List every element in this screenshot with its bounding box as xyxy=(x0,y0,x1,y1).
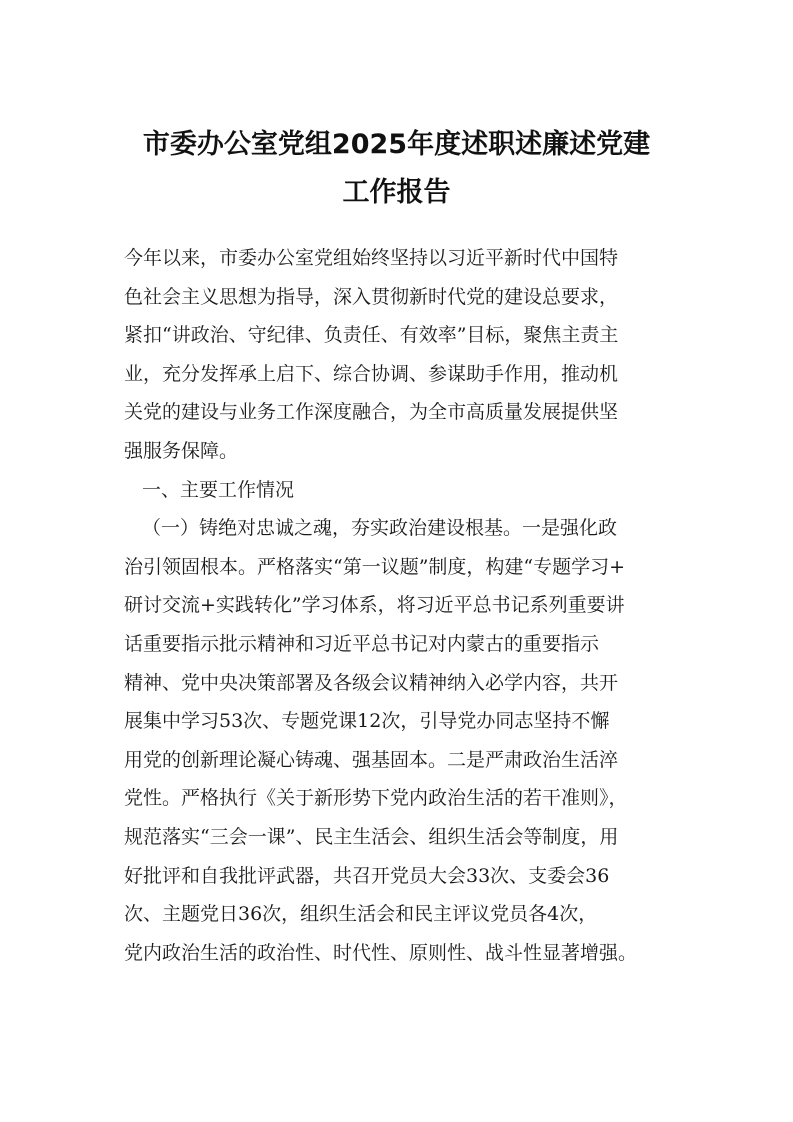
body-line: 次、主题党日36次，组织生活会和民主评议党员各4次， xyxy=(124,903,598,926)
body-line: 党内政治生活的政治性、时代性、原则性、战斗性显著增强。 xyxy=(124,941,638,964)
body-line: 精神、党中央决策部署及各级会议精神纳入必学内容，共开 xyxy=(124,671,619,694)
section-heading: 一、主要工作情况 xyxy=(142,478,295,501)
body-line: 研讨交流+实践转化”学习体系，将习近平总书记系列重要讲 xyxy=(124,594,625,617)
body-line: 业，充分发挥承上启下、综合协调、参谋助手作用，推动机 xyxy=(124,362,619,385)
body-line: 治引领固根本。严格落实“第一议题”制度，构建“专题学习+ xyxy=(124,555,626,578)
body-line: 话重要指示批示精神和习近平总书记对内蒙古的重要指示 xyxy=(124,632,600,655)
document-title-line-1: 市委办公室党组2025年度述职述廉述党建 xyxy=(142,129,651,160)
body-line: 党性。严格执行《关于新形势下党内政治生活的若干准则》， xyxy=(124,787,628,810)
document-title-line-2: 工作报告 xyxy=(342,177,451,208)
document-body xyxy=(124,239,684,972)
subsection-line: （一）铸绝对忠诚之魂，夯实政治建设根基。一是强化政 xyxy=(142,517,618,540)
body-line: 展集中学习53次、专题党课12次，引导党办同志坚持不懈 xyxy=(124,710,610,733)
body-line: 关党的建设与业务工作深度融合，为全市高质量发展提供坚 xyxy=(124,401,619,424)
body-line: 规范落实“三会一课”、民主生活会、组织生活会等制度，用 xyxy=(124,825,619,848)
body-line: 色社会主义思想为指导，深入贯彻新时代党的建设总要求， xyxy=(124,285,619,308)
body-line: 用党的创新理论凝心铸魂、强基固本。二是严肃政治生活淬 xyxy=(124,748,619,771)
body-line: 紧扣“讲政治、守纪律、负责任、有效率”目标，聚焦主责主 xyxy=(124,324,619,347)
body-line: 好批评和自我批评武器，共召开党员大会33次、支委会36 xyxy=(124,864,610,887)
body-line: 今年以来，市委办公室党组始终坚持以习近平新时代中国特 xyxy=(124,247,619,269)
body-line: 强服务保障。 xyxy=(124,439,239,462)
